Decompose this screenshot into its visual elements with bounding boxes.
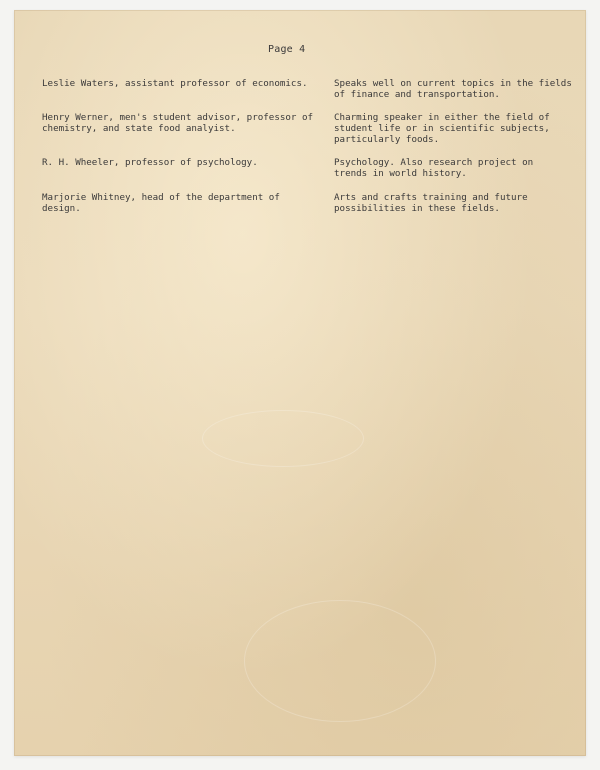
entry-4-topic-line-2: possibilities in these fields. bbox=[334, 203, 500, 214]
entry-4-topic bbox=[334, 192, 579, 214]
faint-handwriting bbox=[314, 40, 454, 66]
entry-1-name bbox=[42, 78, 312, 89]
entry-1-topic-line-2: of finance and transportation. bbox=[334, 89, 500, 100]
entry-4-topic-line-1: Arts and crafts training and future bbox=[334, 192, 528, 203]
entry-2-name-line-1: Henry Werner, men's student advisor, professor of bbox=[42, 112, 314, 123]
document-page bbox=[14, 10, 586, 756]
entry-3-topic-line-2: trends in world history. bbox=[334, 168, 467, 179]
entry-4-name-line-2: design. bbox=[42, 203, 81, 214]
entry-4-name-line-1: Marjorie Whitney, head of the department of bbox=[42, 192, 280, 203]
entry-3-name bbox=[42, 157, 312, 168]
faint-watermark-ellipse-2 bbox=[244, 600, 436, 722]
entry-2-topic-line-1: Charming speaker in either the field of bbox=[334, 112, 550, 123]
entry-2-topic-line-2: student life or in scientific subjects, bbox=[334, 123, 550, 134]
entry-2-name-line-2: chemistry, and state food analyist. bbox=[42, 123, 236, 134]
entry-2-topic-line-3: particularly foods. bbox=[334, 134, 440, 145]
entry-4-name bbox=[42, 192, 312, 214]
entry-1-topic-line-1: Speaks well on current topics in the fields bbox=[334, 78, 572, 89]
entry-3-topic bbox=[334, 157, 579, 179]
entry-2-name bbox=[42, 112, 312, 134]
entry-1-name-line-1: Leslie Waters, assistant professor of economics. bbox=[42, 78, 308, 89]
page-number: Page 4 bbox=[268, 44, 306, 55]
entry-3-topic-line-1: Psychology. Also research project on bbox=[334, 157, 534, 168]
entry-2-topic bbox=[334, 112, 579, 145]
entry-1-topic bbox=[334, 78, 579, 100]
faint-watermark-ellipse-1 bbox=[202, 410, 364, 467]
entry-3-name-line-1: R. H. Wheeler, professor of psychology. bbox=[42, 157, 258, 168]
